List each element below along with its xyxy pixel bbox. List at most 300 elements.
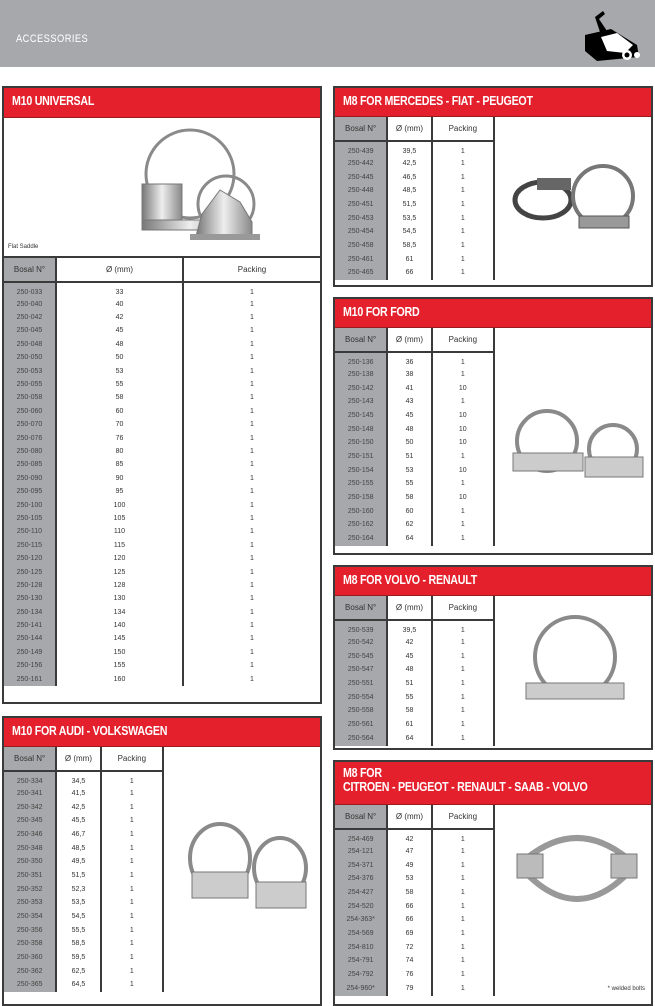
packing-value: 1 — [101, 897, 163, 911]
diameter-value: 130 — [56, 593, 183, 606]
diameter-value: 55 — [387, 478, 431, 492]
diameter-value: 50 — [387, 436, 431, 450]
part-number: 250-451 — [335, 198, 387, 212]
col-header-code: Bosal N° — [4, 258, 56, 282]
packing-value: 1 — [432, 691, 494, 705]
part-number: 250-033 — [4, 282, 56, 298]
table-row — [4, 405, 320, 418]
table-row — [335, 732, 494, 746]
part-number: 250-128 — [4, 579, 56, 592]
diameter-value: 48 — [56, 338, 183, 351]
part-number: 250-060 — [4, 405, 56, 418]
diameter-value: 150 — [56, 646, 183, 659]
part-number: 250-365 — [4, 979, 56, 993]
packing-value: 1 — [101, 869, 163, 883]
panel-m8-mercedes-fiat-peugeot — [333, 86, 653, 287]
panel-title: M8 FOR MERCEDES - FIAT - PEUGEOT — [335, 88, 651, 117]
part-number: 250-110 — [4, 526, 56, 539]
part-number: 250-136 — [335, 352, 387, 368]
col-header-code: Bosal N° — [335, 805, 387, 829]
diameter-value: 41 — [387, 382, 431, 396]
panel-m10-audi-volkswagen — [2, 716, 322, 1006]
diameter-value: 76 — [56, 432, 183, 445]
diameter-value: 38 — [387, 368, 431, 382]
table-row — [4, 539, 320, 552]
diameter-value: 64,5 — [56, 979, 100, 993]
table-row — [4, 365, 320, 378]
diameter-value: 110 — [56, 526, 183, 539]
part-number: 250-141 — [4, 619, 56, 632]
col-header-code: Bosal N° — [335, 596, 387, 620]
packing-value: 1 — [432, 450, 494, 464]
part-number: 250-360 — [4, 951, 56, 965]
diameter-value: 64 — [387, 532, 431, 546]
part-number: 250-076 — [4, 432, 56, 445]
saddle-caption: Flat Saddle — [8, 244, 39, 250]
packing-value: 1 — [250, 434, 254, 442]
packing-value: 1 — [250, 447, 254, 455]
col-header-diameter: Ø (mm) — [387, 328, 431, 352]
diameter-value: 49,5 — [56, 855, 100, 869]
part-number: 250-348 — [4, 842, 56, 856]
packing-value: 1 — [432, 267, 494, 281]
diameter-value: 128 — [56, 579, 183, 592]
diameter-value: 60 — [387, 505, 431, 519]
table-row — [4, 419, 320, 432]
part-number: 254-520 — [335, 900, 387, 914]
part-number: 250-050 — [4, 352, 56, 365]
diameter-value: 59,5 — [56, 951, 100, 965]
diameter-value: 45,5 — [56, 814, 100, 828]
table-body — [335, 141, 494, 280]
diameter-value: 55,5 — [56, 924, 100, 938]
packing-value: 1 — [250, 394, 254, 402]
table-row — [4, 801, 163, 815]
diameter-value: 45 — [387, 409, 431, 423]
part-number: 250-353 — [4, 897, 56, 911]
packing-value: 1 — [250, 555, 254, 563]
diameter-value: 115 — [56, 539, 183, 552]
table-row — [4, 459, 320, 472]
exhaust-clamp-image — [507, 158, 647, 248]
packing-value: 1 — [432, 636, 494, 650]
audi-table — [4, 747, 164, 992]
packing-value: 1 — [101, 828, 163, 842]
diameter-value: 58 — [387, 886, 431, 900]
table-row — [335, 423, 494, 437]
table-row — [335, 829, 494, 845]
diameter-value: 61 — [387, 718, 431, 732]
part-number: 250-564 — [335, 732, 387, 746]
packing-value: 1 — [250, 662, 254, 670]
panel-m8-citroen-peugeot-renault-saab-volvo — [333, 760, 653, 1006]
part-number: 250-345 — [4, 814, 56, 828]
diameter-value: 72 — [387, 941, 431, 955]
table-row — [4, 352, 320, 365]
diameter-value: 34,5 — [56, 771, 100, 787]
part-number: 250-120 — [4, 552, 56, 565]
table-row — [4, 979, 163, 993]
diameter-value: 42 — [387, 829, 431, 845]
packing-value: 10 — [432, 464, 494, 478]
table-row — [4, 566, 320, 579]
part-number: 254-427 — [335, 886, 387, 900]
packing-value: 1 — [432, 650, 494, 664]
table-row — [4, 924, 163, 938]
citroen-table — [335, 805, 495, 996]
packing-value: 10 — [432, 409, 494, 423]
table-row — [335, 982, 494, 996]
part-number: 254-376 — [335, 872, 387, 886]
table-row — [335, 968, 494, 982]
packing-value: 1 — [101, 965, 163, 979]
table-row — [335, 409, 494, 423]
diameter-value: 62,5 — [56, 965, 100, 979]
packing-value: 1 — [432, 352, 494, 368]
table-row — [335, 691, 494, 705]
packing-value: 1 — [101, 924, 163, 938]
table-body — [4, 771, 163, 992]
table-row — [335, 267, 494, 281]
table-row — [4, 485, 320, 498]
diameter-value: 46,7 — [56, 828, 100, 842]
table-row — [335, 677, 494, 691]
exhaust-clamp-image — [182, 818, 317, 918]
table-row — [335, 225, 494, 239]
packing-value: 10 — [432, 491, 494, 505]
diameter-value: 39,5 — [387, 620, 431, 636]
part-number: 250-040 — [4, 298, 56, 311]
packing-value: 1 — [432, 198, 494, 212]
diameter-value: 140 — [56, 619, 183, 632]
table-row — [4, 325, 320, 338]
part-number: 250-341 — [4, 787, 56, 801]
diameter-value: 42 — [387, 636, 431, 650]
packing-value: 1 — [250, 381, 254, 389]
part-number: 250-442 — [335, 157, 387, 171]
diameter-value: 95 — [56, 485, 183, 498]
packing-value: 1 — [432, 663, 494, 677]
part-number: 250-149 — [4, 646, 56, 659]
packing-value: 1 — [250, 461, 254, 469]
diameter-value: 50 — [56, 352, 183, 365]
part-number: 250-358 — [4, 938, 56, 952]
part-number: 250-042 — [4, 311, 56, 324]
section-banner — [0, 0, 655, 67]
part-number: 250-142 — [335, 382, 387, 396]
packing-value: 1 — [432, 157, 494, 171]
packing-value: 1 — [432, 519, 494, 533]
table-row — [335, 519, 494, 533]
part-number: 250-545 — [335, 650, 387, 664]
diameter-value: 58 — [387, 491, 431, 505]
part-number: 250-558 — [335, 704, 387, 718]
col-header-code: Bosal N° — [335, 328, 387, 352]
table-row — [4, 673, 320, 686]
table-body — [335, 352, 494, 546]
part-number: 250-154 — [335, 464, 387, 478]
part-number: 250-539 — [335, 620, 387, 636]
panel-m10-ford — [333, 297, 653, 555]
part-number: 250-448 — [335, 184, 387, 198]
exhaust-clamp-image — [520, 607, 630, 717]
diameter-value: 64 — [387, 732, 431, 746]
diameter-value: 45 — [387, 650, 431, 664]
packing-value: 1 — [250, 514, 254, 522]
diameter-value: 61 — [387, 253, 431, 267]
part-number: 250-125 — [4, 566, 56, 579]
packing-value: 1 — [432, 845, 494, 859]
table-row — [335, 941, 494, 955]
col-header-packing: Packing — [432, 596, 494, 620]
diameter-value: 58,5 — [387, 239, 431, 253]
welded-bolts-footnote: * welded bolts — [607, 986, 645, 992]
part-number: 250-145 — [335, 409, 387, 423]
packing-value: 1 — [250, 407, 254, 415]
packing-value: 1 — [432, 141, 494, 157]
diameter-value: 53 — [387, 872, 431, 886]
packing-value: 1 — [432, 732, 494, 746]
table-row — [335, 395, 494, 409]
part-number: 250-551 — [335, 677, 387, 691]
part-number: 250-352 — [4, 883, 56, 897]
packing-value: 1 — [250, 608, 254, 616]
packing-value: 1 — [250, 421, 254, 429]
diameter-value: 53,5 — [56, 897, 100, 911]
diameter-value: 58 — [56, 392, 183, 405]
diameter-value: 66 — [387, 913, 431, 927]
part-number: 254-810 — [335, 941, 387, 955]
packing-value: 1 — [250, 675, 254, 683]
table-row — [4, 910, 163, 924]
diameter-value: 48 — [387, 663, 431, 677]
table-row — [4, 445, 320, 458]
diameter-value: 33 — [56, 282, 183, 298]
table-row — [335, 620, 494, 636]
col-header-diameter: Ø (mm) — [387, 596, 431, 620]
part-number: 250-351 — [4, 869, 56, 883]
part-number: 250-158 — [335, 491, 387, 505]
table-row — [335, 955, 494, 969]
table-row — [4, 855, 163, 869]
table-row — [4, 552, 320, 565]
table-body — [335, 829, 494, 996]
table-row — [335, 382, 494, 396]
diameter-value: 51 — [387, 677, 431, 691]
packing-value: 1 — [250, 488, 254, 496]
packing-value: 1 — [250, 528, 254, 536]
diameter-value: 51,5 — [387, 198, 431, 212]
table-row — [4, 869, 163, 883]
diameter-value: 48,5 — [56, 842, 100, 856]
table-row — [4, 311, 320, 324]
packing-value: 1 — [250, 340, 254, 348]
packing-value: 1 — [432, 239, 494, 253]
packing-value: 1 — [432, 859, 494, 873]
packing-value: 1 — [101, 883, 163, 897]
part-number: 250-085 — [4, 459, 56, 472]
table-row — [4, 771, 163, 787]
diameter-value: 48,5 — [387, 184, 431, 198]
part-number: 250-156 — [4, 660, 56, 673]
exhaust-clamp-image — [507, 828, 647, 918]
packing-value: 1 — [432, 677, 494, 691]
diameter-value: 53 — [387, 464, 431, 478]
table-row — [4, 392, 320, 405]
section-title: ACCESSORIES — [16, 33, 89, 45]
packing-value: 1 — [432, 941, 494, 955]
packing-value: 1 — [250, 581, 254, 589]
diameter-value: 45 — [56, 325, 183, 338]
part-number: 250-445 — [335, 171, 387, 185]
diameter-value: 47 — [387, 845, 431, 859]
packing-value: 1 — [250, 568, 254, 576]
diameter-value: 100 — [56, 499, 183, 512]
col-header-packing: Packing — [101, 747, 163, 771]
packing-value: 10 — [432, 436, 494, 450]
packing-value: 1 — [250, 314, 254, 322]
packing-value: 1 — [101, 814, 163, 828]
diameter-value: 46,5 — [387, 171, 431, 185]
table-row — [4, 660, 320, 673]
table-row — [335, 436, 494, 450]
part-number: 250-055 — [4, 378, 56, 391]
part-number: 250-162 — [335, 519, 387, 533]
diameter-value: 105 — [56, 512, 183, 525]
table-row — [335, 886, 494, 900]
diameter-value: 58,5 — [56, 938, 100, 952]
packing-value: 1 — [432, 184, 494, 198]
table-row — [335, 845, 494, 859]
col-header-packing: Packing — [432, 117, 494, 141]
diameter-value: 69 — [387, 927, 431, 941]
table-row — [335, 352, 494, 368]
diameter-value: 54,5 — [387, 225, 431, 239]
packing-value: 1 — [432, 171, 494, 185]
diameter-value: 42,5 — [56, 801, 100, 815]
packing-value: 1 — [101, 842, 163, 856]
packing-value: 1 — [250, 474, 254, 482]
part-number: 250-138 — [335, 368, 387, 382]
table-row — [4, 951, 163, 965]
packing-value: 1 — [432, 718, 494, 732]
part-number: 250-150 — [335, 436, 387, 450]
diameter-value: 70 — [56, 419, 183, 432]
col-header-diameter: Ø (mm) — [387, 117, 431, 141]
part-number: 250-130 — [4, 593, 56, 606]
part-number: 250-164 — [335, 532, 387, 546]
table-row — [335, 872, 494, 886]
panel-title: M8 FOR CITROEN - PEUGEOT - RENAULT - SAAB - VOLVO — [335, 762, 651, 805]
table-row — [4, 814, 163, 828]
diameter-value: 66 — [387, 900, 431, 914]
panel-title: M10 UNIVERSAL — [4, 88, 320, 118]
diameter-value: 66 — [387, 267, 431, 281]
packing-value: 1 — [101, 801, 163, 815]
diameter-value: 62 — [387, 519, 431, 533]
part-number: 250-334 — [4, 771, 56, 787]
diameter-value: 49 — [387, 859, 431, 873]
diameter-value: 51,5 — [56, 869, 100, 883]
packing-value: 1 — [101, 910, 163, 924]
table-row — [4, 579, 320, 592]
table-row — [335, 636, 494, 650]
part-number: 250-362 — [4, 965, 56, 979]
table-row — [335, 532, 494, 546]
packing-value: 1 — [432, 955, 494, 969]
diameter-value: 36 — [387, 352, 431, 368]
diameter-value: 40 — [56, 298, 183, 311]
diameter-value: 160 — [56, 673, 183, 686]
packing-value: 1 — [432, 829, 494, 845]
part-number: 250-354 — [4, 910, 56, 924]
packing-value: 1 — [250, 354, 254, 362]
part-number: 250-100 — [4, 499, 56, 512]
diameter-value: 53,5 — [387, 212, 431, 226]
table-row — [335, 239, 494, 253]
col-header-packing: Packing — [183, 258, 320, 282]
part-number: 250-542 — [335, 636, 387, 650]
diameter-value: 134 — [56, 606, 183, 619]
part-number: 250-161 — [4, 673, 56, 686]
packing-value: 1 — [432, 478, 494, 492]
packing-value: 1 — [101, 938, 163, 952]
clamp-logo-icon — [567, 5, 647, 65]
table-row — [4, 619, 320, 632]
packing-value: 1 — [250, 501, 254, 509]
table-row — [335, 491, 494, 505]
mercedes-table — [335, 117, 495, 280]
diameter-value: 42 — [56, 311, 183, 324]
part-number: 250-346 — [4, 828, 56, 842]
table-row — [4, 499, 320, 512]
table-row — [335, 141, 494, 157]
table-row — [4, 965, 163, 979]
part-number: 250-070 — [4, 419, 56, 432]
part-number: 254-121 — [335, 845, 387, 859]
packing-value: 1 — [101, 771, 163, 787]
table-row — [4, 432, 320, 445]
part-number: 250-155 — [335, 478, 387, 492]
diameter-value: 90 — [56, 472, 183, 485]
table-row — [335, 171, 494, 185]
part-number: 250-461 — [335, 253, 387, 267]
exhaust-clamp-image — [503, 399, 648, 489]
packing-value: 1 — [432, 927, 494, 941]
diameter-value: 145 — [56, 633, 183, 646]
diameter-value: 43 — [387, 395, 431, 409]
diameter-value: 42,5 — [387, 157, 431, 171]
part-number: 250-439 — [335, 141, 387, 157]
table-row — [335, 505, 494, 519]
packing-value: 1 — [432, 212, 494, 226]
part-number: 250-048 — [4, 338, 56, 351]
table-row — [4, 298, 320, 311]
table-row — [335, 464, 494, 478]
product-photo-area — [4, 118, 320, 258]
diameter-value: 54,5 — [56, 910, 100, 924]
part-number: 250-561 — [335, 718, 387, 732]
packing-value: 1 — [250, 648, 254, 656]
table-row — [4, 472, 320, 485]
part-number: 254-960* — [335, 982, 387, 996]
table-row — [335, 650, 494, 664]
part-number: 254-363* — [335, 913, 387, 927]
table-row — [335, 478, 494, 492]
part-number: 250-356 — [4, 924, 56, 938]
packing-value: 1 — [432, 900, 494, 914]
diameter-value: 58 — [387, 704, 431, 718]
